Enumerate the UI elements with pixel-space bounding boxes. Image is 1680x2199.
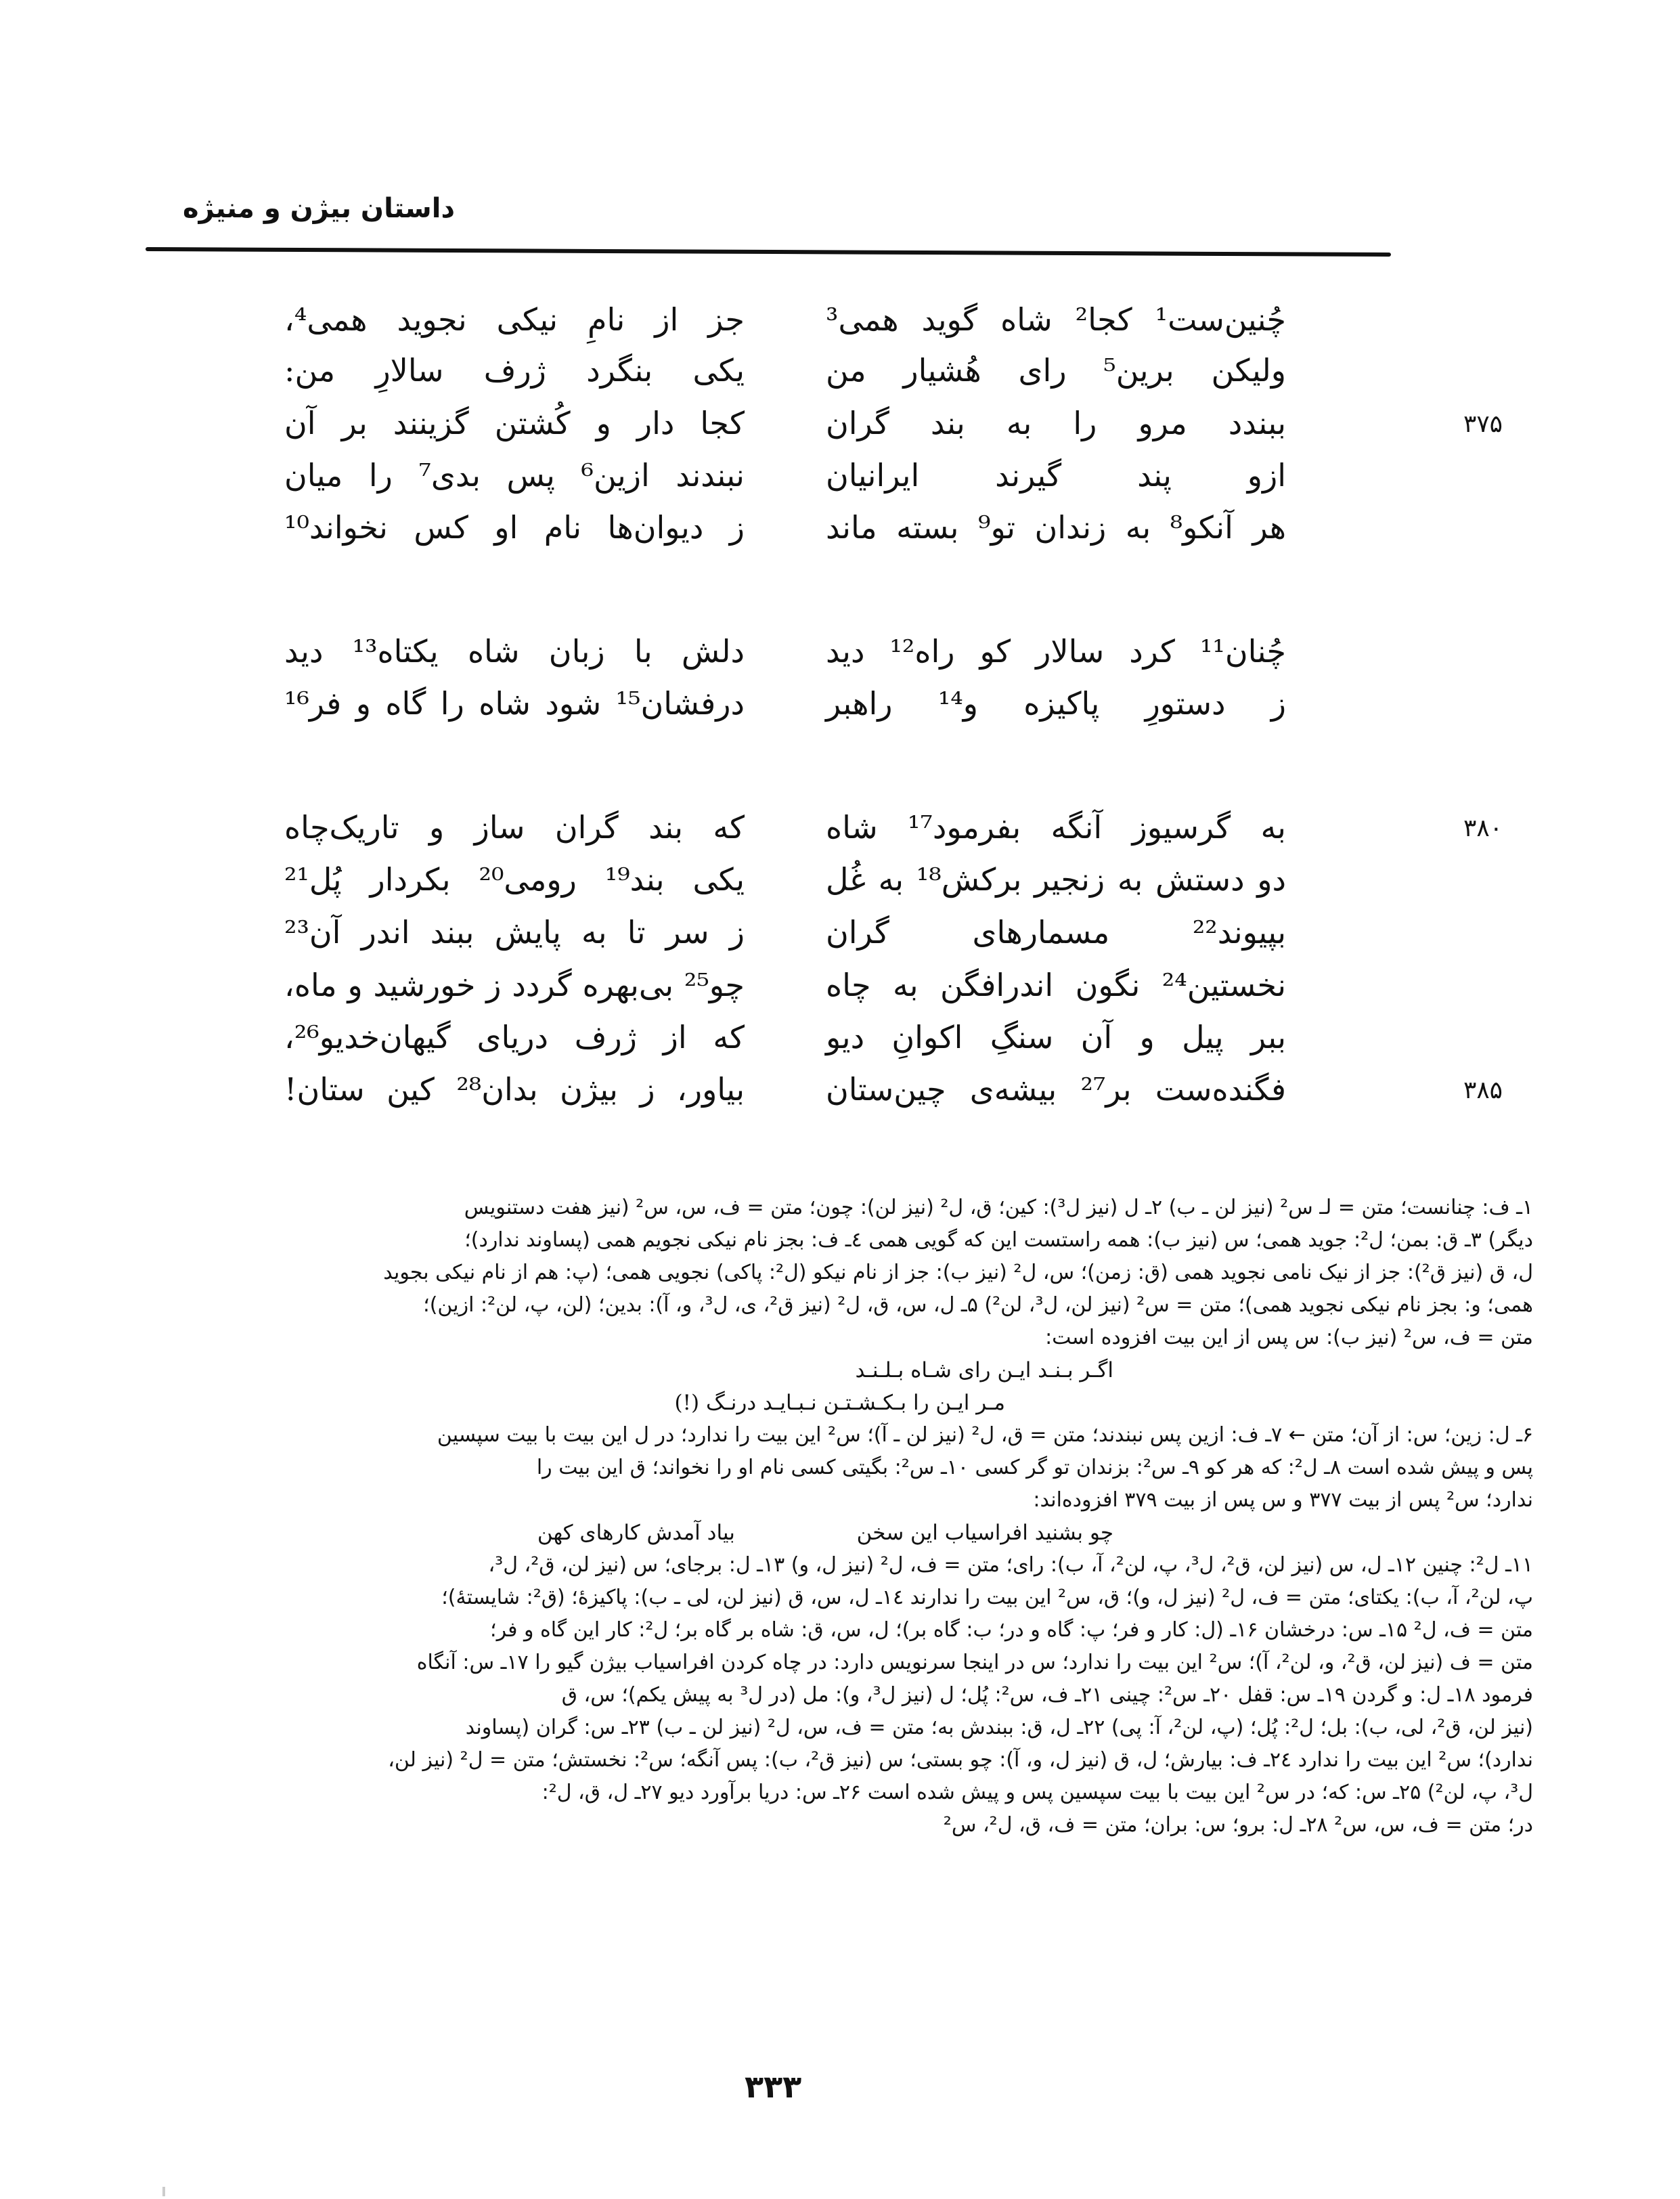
verse-couplet [271,685,1421,733]
verse-couplet [271,809,1503,856]
verse-number: ۳۷۵ [1463,410,1503,438]
verse-couplet [271,509,1421,557]
inserted-verse-2-hemistich-1: چو بشنید افراسیاب این سخن [856,1521,1113,1545]
footnote-line: دیگر) ۳ـ ق: بمن؛ ل²: جوید همی؛ س (نیز ب): همه راستست این که گویی همی ٤ـ ف: بجز نام نیکی نجویم همی (پساوند ندارد)؛ [464,1228,1533,1252]
verse-couplet [271,1071,1503,1118]
header-rule [146,247,1391,257]
second-hemistich: جز از نامِ نیکی نجوید همی⁴، [284,301,745,338]
first-hemistich: فگنده‌ست بر²⁷ بیشه‌ی چین‌ستان [826,1071,1286,1108]
footnote-line: ندارد؛ س² پس از بیت ۳۷۷ و س پس از بیت ۳۷۹ افزوده‌اند: [1033,1488,1533,1512]
first-hemistich: بپیوند²² مسمارهای گران [826,914,1286,951]
verse-couplet [271,967,1421,1014]
verse-number: ۳۸۵ [1463,1076,1503,1104]
second-hemistich: دلش با زبان شاه یکتاه¹³ دید [284,633,745,670]
verse-couplet [271,861,1421,909]
verse-number: ۳۸۰ [1463,814,1503,842]
verse-couplet [271,457,1421,504]
footnote-line: فرمود ۱۸ـ ل: و گردن ۱۹ـ س: قفل ۲۰ـ س²: چینی ۲۱ـ ف، س²: پُل؛ ل (نیز ل³، و): مل (در ل³ به پیش یکم)؛ س، ق [561,1683,1533,1707]
second-hemistich: چو²⁵ بی‌بهره گردد ز خورشید و ماه، [284,967,745,1003]
second-hemistich: که از ژرف دریای گیهان‌خدیو²⁶، [284,1019,745,1055]
footnotes-apparatus [146,1192,1533,1842]
footnote-line: همی؛ و: بجز نام نیکی نجوید همی)؛ متن = س² (نیز لن، ل³، لن²) ۵ـ ل، س، ق، ل² (نیز ق²، ی، ل³، و، آ): بدین؛ (لن، پ، لن²: ازین)؛ [423,1293,1533,1317]
footnote-line: متن = ف (نیز لن، ق²، و، لن²، آ)؛ س² این بیت را ندارد؛ س در اینجا سرنویس دارد: در چاه کردن افراسیاب بیژن گیو را ۱۷ـ س: آنگاه [416,1651,1533,1674]
inserted-verse-2-hemistich-2: بیاد آمدش کارهای کهن [537,1521,735,1545]
first-hemistich: نخستین²⁴ نگون اندرافگن به چاه [826,967,1286,1003]
first-hemistich: ببر پیل و آن سنگِ اکوانِ دیو [826,1019,1286,1055]
scan-mark [162,2187,165,2196]
footnote-line: ۱۱ـ ل²: چنین ۱۲ـ ل، س (نیز لن، ق²، ل³، پ، لن²، آ، ب): رای؛ متن = ف، ل² (نیز ل، و) ۱۳ـ ل: برجای؛ س (نیز لن، ق²، ل³، [488,1553,1533,1577]
first-hemistich: ولیکن برین⁵ رای هُشیار من [826,352,1286,389]
inserted-verse-2-first [146,1517,1533,1549]
inserted-verse-second: مـر ایـن را بـکـشـتـن نـبـایـد درنـگ (!) [674,1391,1005,1415]
running-title: داستان بیژن و منیژه [183,193,455,224]
first-hemistich: ز دستورِ پاکیزه و¹⁴ راهبر [826,685,1286,722]
footnote-line: ندارد)؛ س² این بیت را ندارد ۲٤ـ ف: بیارش؛ ل، ق (نیز ل، و، آ): چو بستی؛ س (نیز ق²، ب): پس آنگه؛ س²: نخستش؛ متن = ل² (نیز لن، [388,1748,1533,1772]
first-hemistich: ببندد مرو را به بند گران [826,405,1286,441]
footnote-line: (نیز لن، ق²، لی، ب): بل؛ ل²: پُل؛ (پ، لن²، آ: پی) ۲۲ـ ل، ق: ببندش به؛ متن = ف، س، ل² (نیز لن ـ ب) ۲۳ـ س: گران (پساوند [465,1716,1533,1739]
footnote-line: ۱ـ ف: چنانست؛ متن = لـ س² (نیز لن ـ ب) ۲ـ ل (نیز ل³): کین؛ ق، ل² (نیز لن): چون؛ متن = ف، س، س² (نیز هفت دستنویس [464,1196,1533,1219]
second-hemistich: ز دیوان‌ها نام او کس نخواند¹⁰ [284,509,745,546]
footnote-line: ل³، پ، لن²) ۲۵ـ س: که؛ در س² این بیت با بیت سپسین پس و پیش شده است ۲۶ـ س: دریا برآورد دیو ۲۷ـ ل، ق، ل²: [541,1781,1533,1804]
footnote-line: پس و پیش شده است ۸ـ ل²: که هر کو ۹ـ س²: بزندان تو گر کسی ۱۰ـ س²: بگیتی کسی نام او را نخواند؛ ق این بیت را [536,1456,1533,1479]
inserted-verse-first: اگـر بـنـد ایـن رای شـاه بـلـنـد [855,1358,1113,1382]
second-hemistich: که بند گران ساز و تاریک‌چاه [284,809,745,846]
verse-couplet [271,914,1421,961]
verse-couplet [271,352,1421,399]
second-hemistich: درفشان¹⁵ شود شاه را گاه و فر¹⁶ [284,685,745,722]
verse-couplet [271,1019,1421,1066]
footnote-line: متن = ف، ل² ۱۵ـ س: درخشان ۱۶ـ (ل: کار و فر؛ پ: گاه و در؛ ب: گاه بر)؛ ل، س، ق: شاه بر گاه بر؛ ل²: کار این گاه و فر؛ [490,1618,1533,1642]
second-hemistich: کجا دار و کُشتن گزینند بر آن [284,405,745,441]
second-hemistich: یکی بنگرد ژرف سالارِ من: [284,352,745,389]
first-hemistich: هر آنکو⁸ به زندان تو⁹ بسته ماند [826,509,1287,546]
footnote-line: در؛ متن = ف، س، س² ۲۸ـ ل: برو؛ س: بران؛ متن = ف، ق، ل²، س² [943,1813,1533,1837]
footnote-line: ۶ـ ل: زین؛ س: از آن؛ متن ← ۷ـ ف: ازین پس نبندند؛ متن = ق، ل² (نیز لن ـ آ)؛ س² این بیت را ندارد؛ در ل این بیت با بیت سپسین [437,1423,1533,1447]
first-hemistich: چُنین‌ست¹ کجا² شاه گوید همی³ [826,301,1286,338]
page-number: ۳۳۳ [745,2068,802,2105]
second-hemistich: یکی بند¹⁹ رومی²⁰ بکردار پُل²¹ [284,861,745,898]
first-hemistich: چُنان¹¹ کرد سالار کو راه¹² دید [826,633,1286,670]
footnote-line: ل، ق (نیز ق²): جز از نیک نامی نجوید همی (ق: زمن)؛ س، ل² (نیز ب): جز از نام نیکو (ل²: پاکی) نجویی همی؛ (پ: هم از نام نیکی بجوید [383,1261,1533,1284]
first-hemistich: به گرسیوز آنگه بفرمود¹⁷ شاه [826,809,1286,846]
second-hemistich: بیاور، ز بیژن بدان²⁸ کین ستان! [284,1071,745,1108]
second-hemistich: ز سر تا به پایش ببند اندر آن²³ [284,914,745,951]
verse-couplet [271,405,1503,452]
footnote-line: پ، لن²، آ، ب): یکتای؛ متن = ف، ل² (نیز ل، و)؛ ق، س² این بیت را ندارند ۱٤ـ ل، س، ق (نیز لن، لی ـ ب): پاکیزهٔ؛ (ق²: شایستهٔ)؛ [441,1586,1533,1609]
verse-couplet [271,633,1421,680]
verse-couplet [271,301,1421,349]
second-hemistich: نبندند ازین⁶ پس بدی⁷ را میان [284,457,745,494]
first-hemistich: دو دستش به زنجیر برکش¹⁸ به غُل [826,861,1287,898]
footnote-line: متن = ف، س² (نیز ب): س پس از این بیت افزوده است: [1045,1326,1533,1349]
first-hemistich: ازو پند گیرند ایرانیان [826,457,1286,494]
